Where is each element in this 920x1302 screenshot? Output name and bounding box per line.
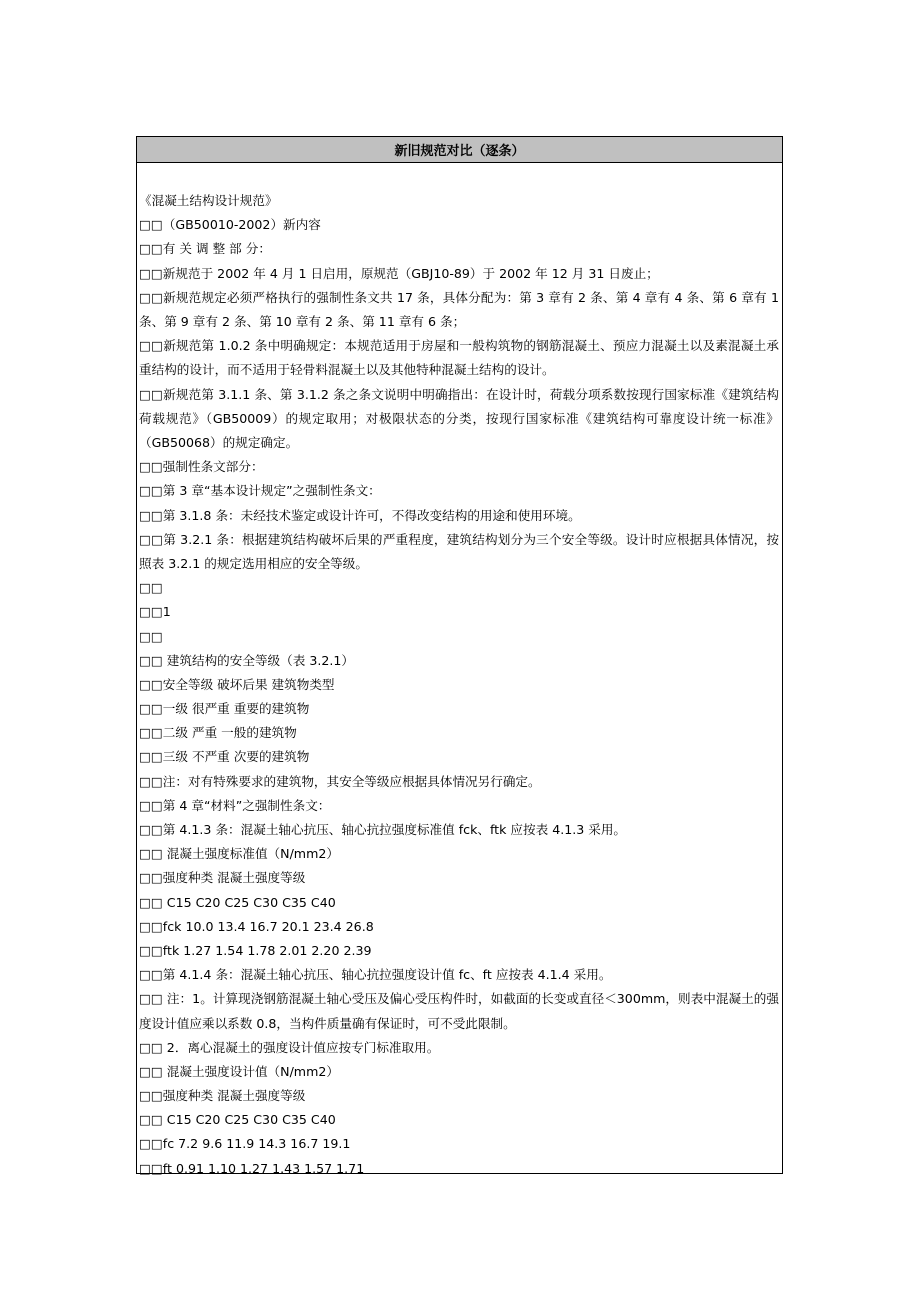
body-paragraph: □□第 3.2.1 条：根据建筑结构破坏后果的严重程度，建筑结构划分为三个安全等级。设计时应根据具体情况，按照表 3.2.1 的规定选用相应的安全等级。 xyxy=(139,531,779,571)
body-line: □□强度种类 混凝土强度等级 xyxy=(139,1088,306,1104)
body-paragraph: □□新规范第 3.1.1 条、第 3.1.2 条之条文说明中明确指出：在设计时，荷载分项系数按现行国家标准《建筑结构荷载规范》（GB50009）的规定取用；对极限状态的分类，按现行国家标准《建筑结构可靠度设计统一标准》（GB50068）的规定确定。 xyxy=(139,386,779,450)
body-line: □□第 4.1.4 条：混凝土轴心抗压、轴心抗拉强度设计值 fc、ft 应按表 4.1.4 采用。 xyxy=(139,967,612,983)
body-line: □□第 4.1.3 条：混凝土轴心抗压、轴心抗拉强度标准值 fck、ftk 应按表 4.1.3 采用。 xyxy=(139,822,627,838)
body-line: □□第 4 章“材料”之强制性条文： xyxy=(139,797,331,813)
body-line: □□第 3 章“基本设计规定”之强制性条文： xyxy=(139,483,381,499)
body-line: □□ C15 C20 C25 C30 C35 C40 xyxy=(139,1112,336,1128)
body-line: □□ 混凝土强度设计值（N/mm2） xyxy=(139,1063,339,1079)
body-line: □□fc 7.2 9.6 11.9 14.3 16.7 19.1 xyxy=(139,1136,351,1152)
body-line: □□三级 不严重 次要的建筑物 xyxy=(139,749,310,765)
body-line: □□第 3.1.8 条：未经技术鉴定或设计许可，不得改变结构的用途和使用环境。 xyxy=(139,507,581,523)
table-body xyxy=(137,163,782,1181)
body-line: □□1 xyxy=(139,604,171,620)
body-line: □□有 关 调 整 部 分： xyxy=(139,241,271,257)
body-line: □□强度种类 混凝土强度等级 xyxy=(139,870,306,886)
body-line: □□ xyxy=(139,628,163,644)
body-line: □□ 2．离心混凝土的强度设计值应按专门标准取用。 xyxy=(139,1039,440,1055)
body-line: □□（GB50010-2002）新内容 xyxy=(139,217,321,233)
body-line: □□ 建筑结构的安全等级（表 3.2.1） xyxy=(139,652,354,668)
body-line: □□ xyxy=(139,580,163,596)
body-line: 《混凝土结构设计规范》 xyxy=(139,193,278,208)
body-line: □□ C15 C20 C25 C30 C35 C40 xyxy=(139,894,336,910)
body-line: □□ft 0.91 1.10 1.27 1.43 1.57 1.71 xyxy=(139,1160,365,1176)
body-line: □□注：对有特殊要求的建筑物，其安全等级应根据具体情况另行确定。 xyxy=(139,773,541,789)
body-line: □□fck 10.0 13.4 16.7 20.1 23.4 26.8 xyxy=(139,918,374,934)
body-line: □□新规范于 2002 年 4 月 1 日启用，原规范（GBJ10-89）于 2002 年 12 月 31 日废止； xyxy=(139,265,659,281)
body-paragraph: □□新规范规定必须严格执行的强制性条文共 17 条，具体分配为：第 3 章有 2 条、第 4 章有 4 条、第 6 章有 1 条、第 9 章有 2 条、第 10 章有 2 条、第 11 章有 6 条； xyxy=(139,289,779,329)
body-line: □□ 混凝土强度标准值（N/mm2） xyxy=(139,846,339,862)
body-line: □□二级 严重 一般的建筑物 xyxy=(139,725,297,741)
table-header xyxy=(137,137,782,163)
body-line: □□一级 很严重 重要的建筑物 xyxy=(139,701,310,717)
header-title: 新旧规范对比（逐条） xyxy=(394,144,525,159)
body-paragraph: □□新规范第 1.0.2 条中明确规定：本规范适用于房屋和一般构筑物的钢筋混凝土、预应力混凝土以及素混凝土承重结构的设计，而不适用于轻骨料混凝土以及其他特种混凝土结构的设计。 xyxy=(139,338,779,378)
body-line: □□ftk 1.27 1.54 1.78 2.01 2.20 2.39 xyxy=(139,942,372,958)
body-line: □□安全等级 破坏后果 建筑物类型 xyxy=(139,676,335,692)
body-paragraph: □□ 注：1。计算现浇钢筋混凝土轴心受压及偏心受压构件时，如截面的长变或直径＜300mm，则表中混凝土的强度设计值应乘以系数 0.8，当构件质量确有保证时，可不受此限制。 xyxy=(139,991,779,1031)
body-line: □□强制性条文部分： xyxy=(139,459,264,475)
document-table xyxy=(136,136,783,1174)
